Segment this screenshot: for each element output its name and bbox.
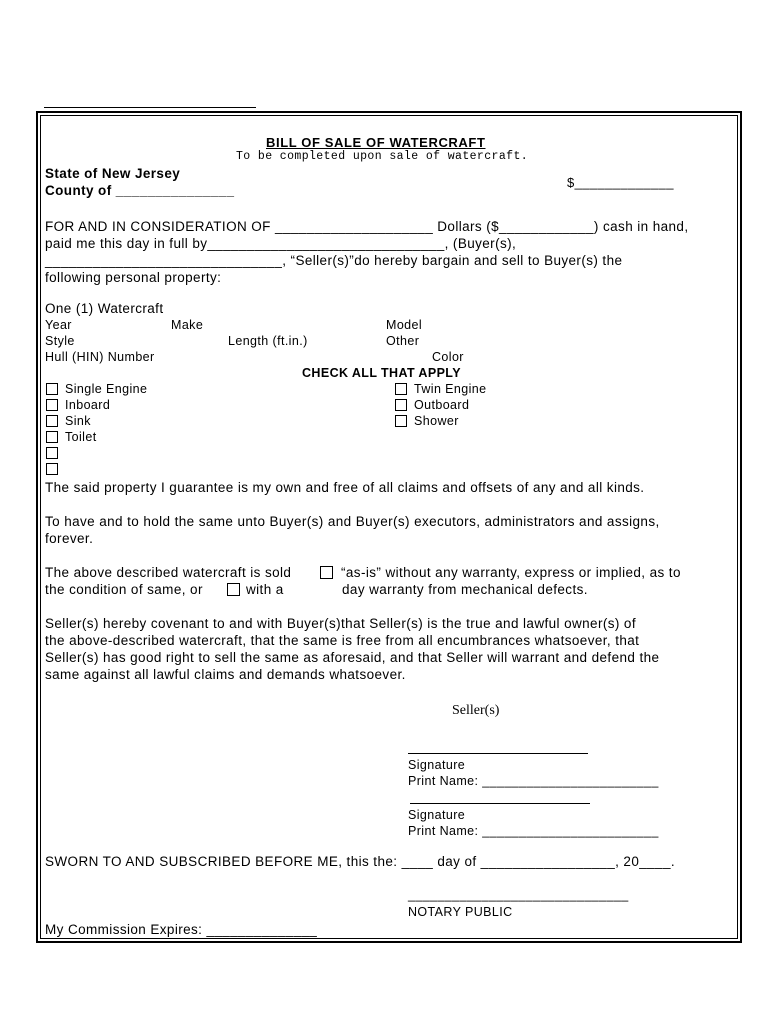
signature-label-1: Signature [408,758,466,772]
year-label: Year [45,318,72,332]
single-engine-checkbox[interactable] [46,383,58,395]
outboard-label: Outboard [414,398,470,412]
toilet-label: Toilet [65,430,97,444]
commission-expires-field[interactable]: My Commission Expires: ______________ [45,922,318,937]
guarantee-text: The said property I guarantee is my own and free of all claims and offsets of any and all kinds. [45,480,645,495]
inboard-checkbox[interactable] [46,399,58,411]
have-hold-line-1: To have and to hold the same unto Buyer(s) and Buyer(s) executors, administrators and assigns, [45,514,660,529]
other-label: Other [386,334,420,348]
twin-engine-checkbox[interactable] [395,383,407,395]
model-label: Model [386,318,423,332]
covenant-line-3: Seller(s) has good right to sell the same as aforesaid, and that Seller will warrant and defend the [45,650,660,665]
form-title: BILL OF SALE OF WATERCRAFT [266,135,486,150]
shower-label: Shower [414,414,459,428]
sink-checkbox[interactable] [46,415,58,427]
print-name-field-2[interactable]: Print Name: ________________________ [408,824,659,838]
sold-text-2c: day warranty from mechanical defects. [342,582,588,597]
sellers-label: Seller(s) [452,703,500,718]
covenant-line-2: the above-described watercraft, that the same is free from all encumbrances whatsoever, that [45,633,640,648]
color-label: Color [432,350,464,364]
check-all-heading: CHECK ALL THAT APPLY [302,366,461,380]
watercraft-heading: One (1) Watercraft [45,301,164,316]
blank-checkbox-2[interactable] [46,463,58,475]
consideration-line-4: following personal property: [45,270,222,285]
notary-signature-line[interactable]: ______________________________ [408,888,629,902]
sold-text-2a: the condition of same, or [45,582,203,597]
single-engine-label: Single Engine [65,382,148,396]
sold-text-2b: with a [246,582,284,597]
print-name-field-1[interactable]: Print Name: ________________________ [408,774,659,788]
sworn-text[interactable]: SWORN TO AND SUBSCRIBED BEFORE ME, this the: ____ day of _________________, 20____. [45,854,676,869]
sold-text-1b: “as-is” without any warranty, express or implied, as to [341,565,681,580]
consideration-line-1[interactable]: FOR AND IN CONSIDERATION OF ____________________ Dollars ($____________) cash in hand, [45,219,689,234]
twin-engine-label: Twin Engine [414,382,487,396]
blank-checkbox-1[interactable] [46,447,58,459]
covenant-line-4: same against all lawful claims and demands whatsoever. [45,667,406,682]
consideration-line-3[interactable]: ______________________________, “Seller(s)”do hereby bargain and sell to Buyer(s) the [45,253,623,268]
make-label: Make [171,318,204,332]
covenant-line-1: Seller(s) hereby covenant to and with Buyer(s)that Seller(s) is the true and lawful owner(s) of [45,616,636,631]
sold-text-1a: The above described watercraft is sold [45,565,292,580]
signature-label-2: Signature [408,808,466,822]
top-rule [44,107,256,108]
signature-line-2[interactable] [410,803,590,804]
notary-public-label: NOTARY PUBLIC [408,905,513,919]
consideration-line-2[interactable]: paid me this day in full by______________________________, (Buyer(s), [45,236,517,251]
form-subtitle: To be completed upon sale of watercraft. [236,150,529,163]
outboard-checkbox[interactable] [395,399,407,411]
as-is-checkbox[interactable] [320,566,333,579]
warranty-checkbox[interactable] [227,583,240,596]
toilet-checkbox[interactable] [46,431,58,443]
shower-checkbox[interactable] [395,415,407,427]
county-field[interactable]: County of _______________ [45,183,235,198]
inboard-label: Inboard [65,398,111,412]
signature-line-1[interactable] [408,753,588,754]
have-hold-line-2: forever. [45,531,94,546]
style-label: Style [45,334,75,348]
hull-label: Hull (HIN) Number [45,350,155,364]
amount-field[interactable]: $_____________ [567,175,674,190]
length-label: Length (ft.in.) [228,334,308,348]
sink-label: Sink [65,414,91,428]
state-label: State of New Jersey [45,166,181,181]
